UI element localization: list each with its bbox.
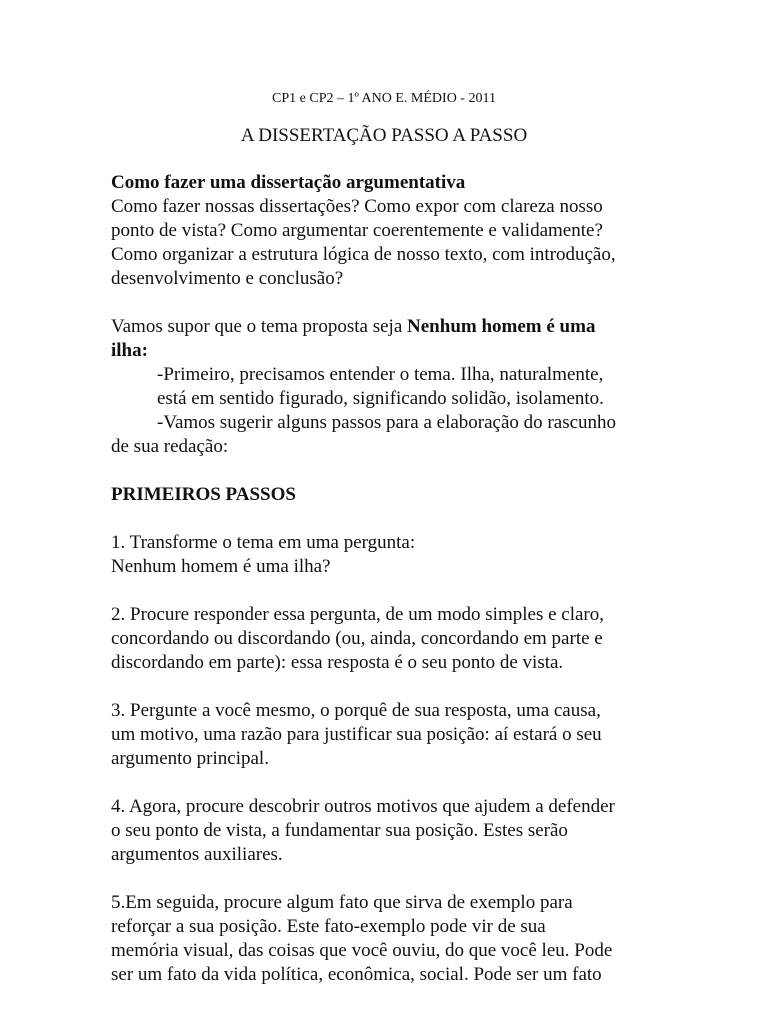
paragraph-gap	[111, 459, 671, 483]
theme-name: Nenhum homem é uma	[407, 316, 596, 337]
step-item	[111, 699, 671, 771]
paragraph-gap	[111, 675, 671, 699]
theme-name-continued: ilha:	[111, 340, 148, 361]
step-list	[111, 531, 671, 987]
step-line: o seu ponto de vista, a fundamentar sua posição. Estes serão	[111, 820, 568, 841]
document-body	[111, 171, 671, 987]
paragraph-gap	[111, 291, 671, 315]
step-line: um motivo, uma razão para justificar sua posição: aí estará o seu	[111, 724, 602, 745]
theme-bullet-line: de sua redação:	[111, 436, 229, 457]
step-line: 3. Pergunte a você mesmo, o porquê de sua resposta, uma causa,	[111, 700, 601, 721]
section-title: PRIMEIROS PASSOS	[111, 484, 296, 505]
intro-heading: Como fazer uma dissertação argumentativa	[111, 172, 466, 193]
intro-line: Como organizar a estrutura lógica de nosso texto, com introdução,	[111, 244, 616, 265]
intro-line: ponto de vista? Como argumentar coerentemente e validamente?	[111, 220, 603, 241]
step-line: discordando em parte): essa resposta é o seu ponto de vista.	[111, 652, 564, 673]
theme-lead-text: Vamos supor que o tema proposta seja	[111, 316, 408, 337]
theme-bullet-line: -Primeiro, precisamos entender o tema. Ilha, naturalmente,	[157, 364, 604, 385]
theme-lead-paragraph	[111, 315, 671, 339]
step-item	[111, 603, 671, 675]
document-title: A DISSERTAÇÃO PASSO A PASSO	[240, 125, 528, 146]
step-line: concordando ou discordando (ou, ainda, concordando em parte e	[111, 628, 603, 649]
step-item	[111, 531, 671, 579]
step-line: 1. Transforme o tema em uma pergunta:	[111, 532, 416, 553]
step-line: 5.Em seguida, procure algum fato que sirva de exemplo para	[111, 892, 573, 913]
intro-line: desenvolvimento e conclusão?	[111, 268, 344, 289]
theme-bullet-line: está em sentido figurado, significando solidão, isolamento.	[157, 388, 604, 409]
step-item	[111, 795, 671, 867]
intro-line: Como fazer nossas dissertações? Como expor com clareza nosso	[111, 196, 603, 217]
step-line: argumentos auxiliares.	[111, 844, 283, 865]
paragraph-gap	[111, 771, 671, 795]
step-line: 2. Procure responder essa pergunta, de um modo simples e claro,	[111, 604, 604, 625]
step-line: argumento principal.	[111, 748, 269, 769]
step-item	[111, 891, 671, 987]
paragraph-gap	[111, 579, 671, 603]
paragraph-gap	[111, 507, 671, 531]
step-line: Nenhum homem é uma ilha?	[111, 556, 331, 577]
step-line: ser um fato da vida política, econômica, social. Pode ser um fato	[111, 964, 602, 985]
step-line: 4. Agora, procure descobrir outros motivos que ajudem a defender	[111, 796, 615, 817]
step-line: reforçar a sua posição. Este fato-exemplo pode vir de sua	[111, 916, 546, 937]
course-header: CP1 e CP2 – 1º ANO E. MÉDIO - 2011	[272, 91, 496, 106]
step-line: memória visual, das coisas que você ouviu, do que você leu. Pode	[111, 940, 613, 961]
theme-bullet-line: -Vamos sugerir alguns passos para a elaboração do rascunho	[157, 412, 617, 433]
paragraph-gap	[111, 867, 671, 891]
